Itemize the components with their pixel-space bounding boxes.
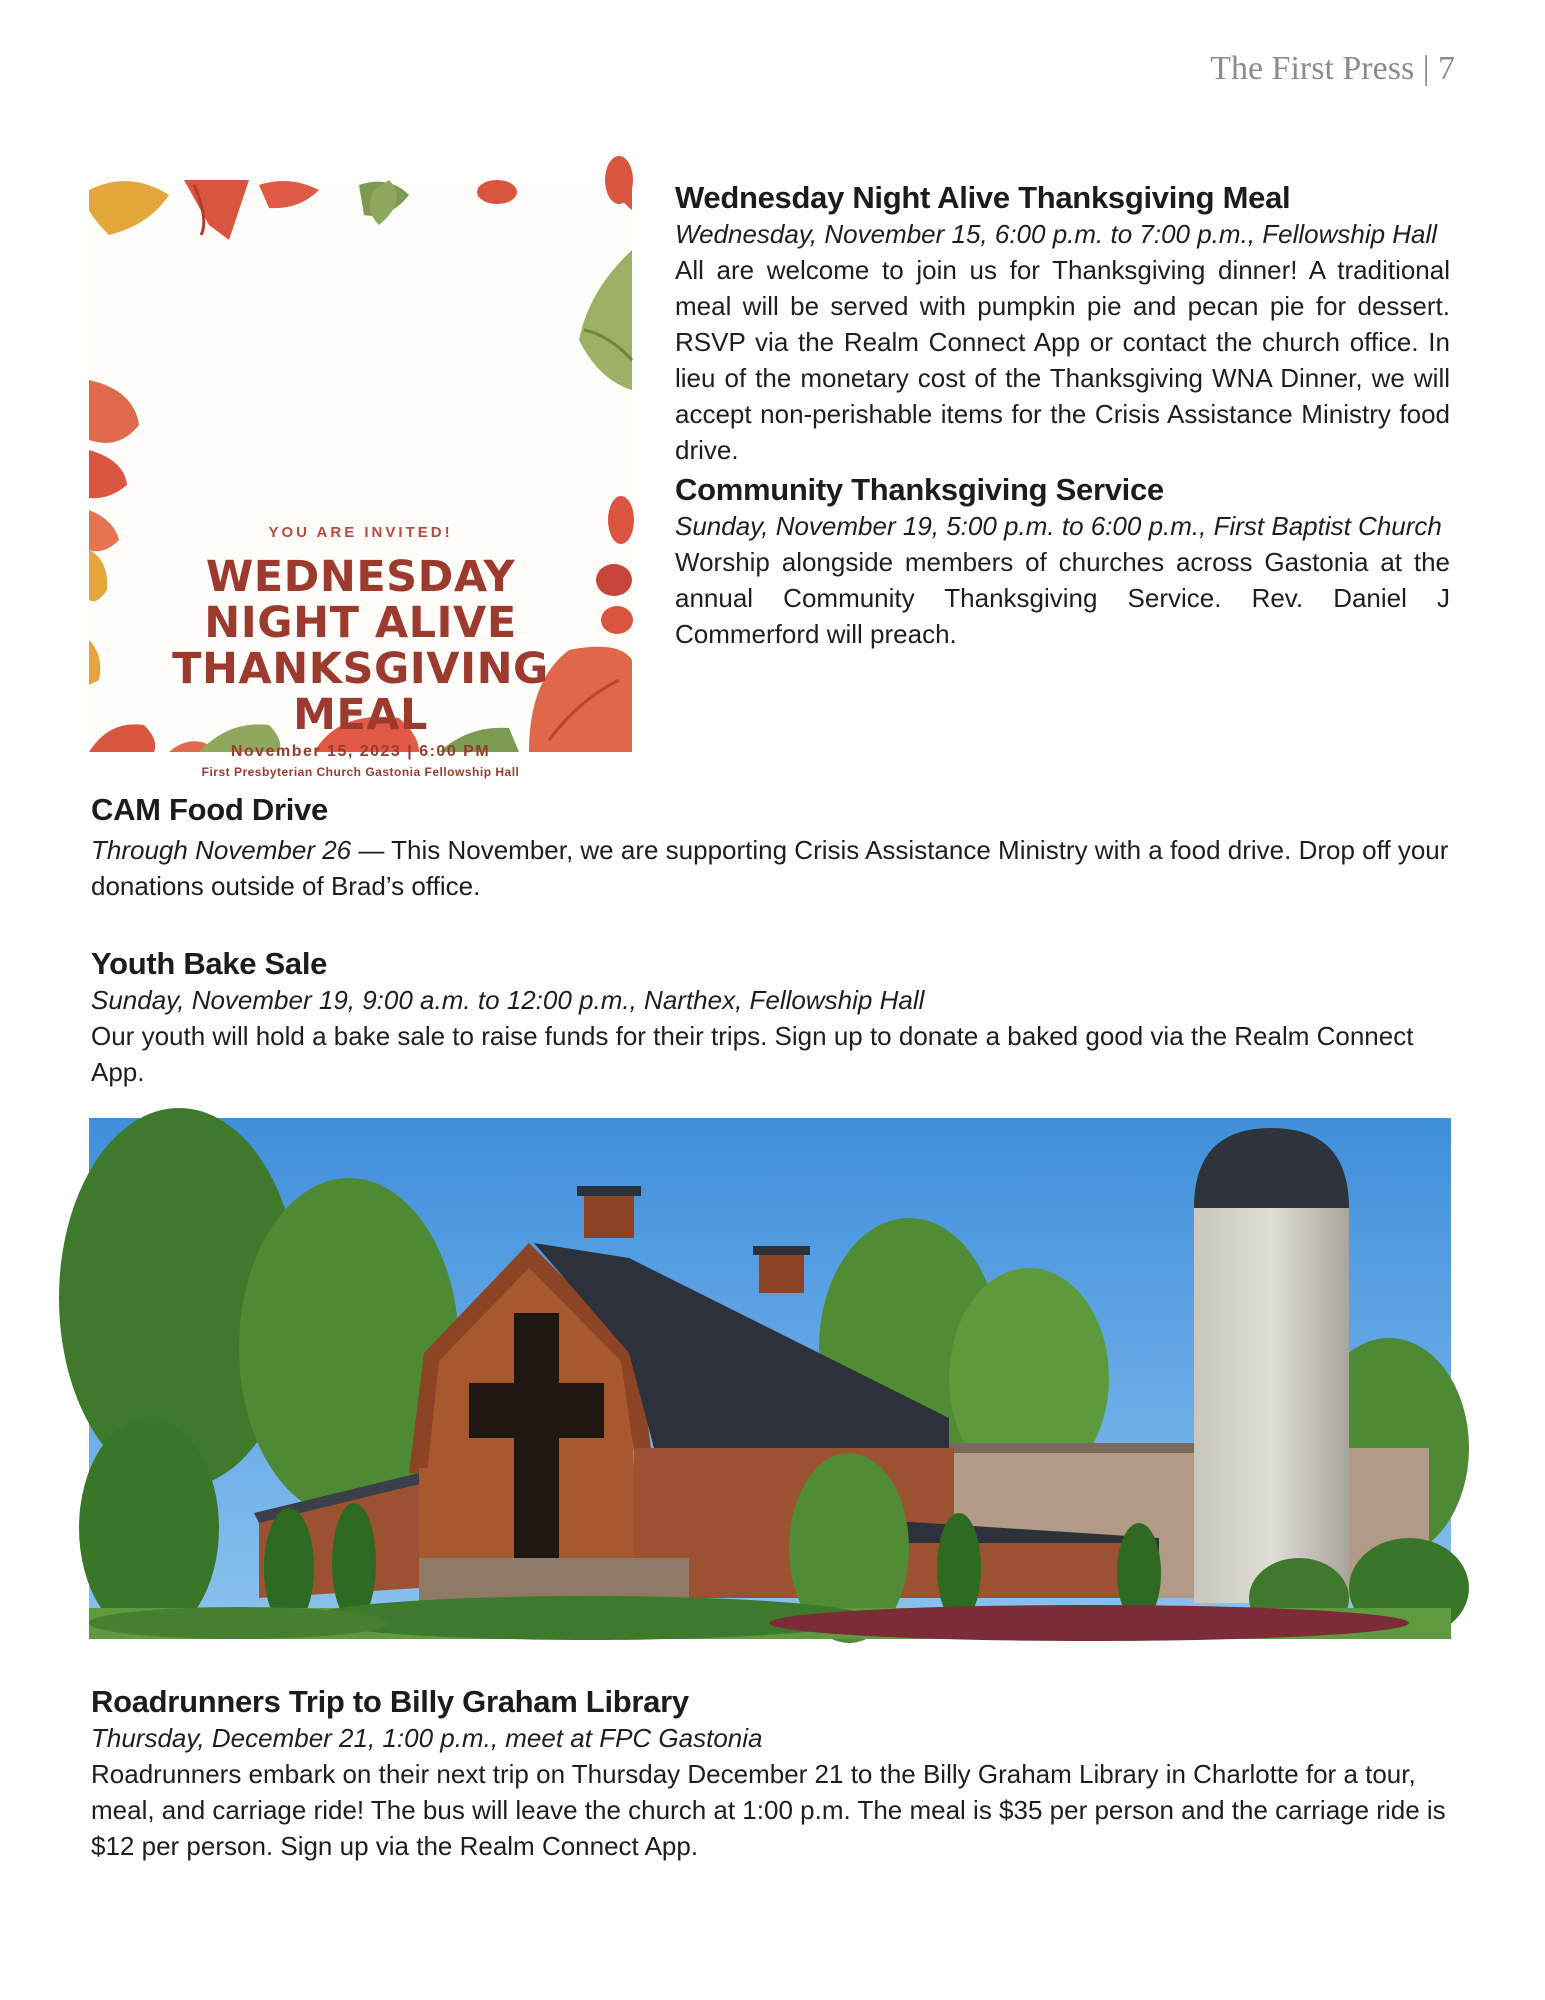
flyer-title-line: MEAL xyxy=(293,690,428,740)
event-body-paragraph xyxy=(91,832,1456,904)
event-when: Thursday, December 21, 1:00 p.m., meet at FPC Gastonia xyxy=(91,1723,763,1753)
event-youth-bake-sale xyxy=(91,946,1456,1090)
billy-graham-library-photo xyxy=(89,1118,1451,1639)
event-title: Wednesday Night Alive Thanksgiving Meal xyxy=(675,180,1291,215)
event-title: CAM Food Drive xyxy=(91,792,328,827)
event-body: Roadrunners embark on their next trip on Thursday December 21 to the Billy Graham Library in Charlotte for a tour, meal, and carriage ride! The bus will leave the church at 1:00 p.m. The meal is $35 per person and the carriage ride is $12 per person. Sign up via the Realm Connect App. xyxy=(91,1759,1446,1861)
event-body: All are welcome to join us for Thanksgiving dinner! A traditional meal will be served with pumpkin pie and pecan pie for dessert. RSVP via the Realm Connect App or contact the church office. In lieu of the monetary cost of the Thanksgiving WNA Dinner, we will accept non-perishable items for the Crisis Assistance Ministry food drive. xyxy=(675,255,1450,465)
flyer-place: First Presbyterian Church Gastonia Fellowship Hall xyxy=(201,765,520,779)
event-when: Through November 26 xyxy=(91,835,352,865)
event-body: Worship alongside members of churches across Gastonia at the annual Community Thanksgiving Service. Rev. Daniel J Commerford will preach. xyxy=(675,547,1450,649)
event-body: — This November, we are supporting Crisis Assistance Ministry with a food drive. Drop off your donations outside of Brad’s office. xyxy=(91,835,1449,901)
event-title: Community Thanksgiving Service xyxy=(675,472,1164,507)
event-when: Wednesday, November 15, 6:00 p.m. to 7:00 p.m., Fellowship Hall xyxy=(675,219,1438,249)
event-roadrunners-trip xyxy=(91,1684,1456,1864)
flyer-title-line: THANKSGIVING xyxy=(172,644,549,694)
flyer-invited-text: YOU ARE INVITED! xyxy=(268,524,453,541)
event-body: Our youth will hold a bake sale to raise funds for their trips. Sign up to donate a baked good via the Realm Connect App. xyxy=(91,1021,1414,1087)
flyer-title-line: NIGHT ALIVE xyxy=(204,598,517,648)
event-title: Youth Bake Sale xyxy=(91,946,328,981)
event-title: Roadrunners Trip to Billy Graham Library xyxy=(91,1684,689,1719)
flyer-date: November 15, 2023 | 6:00 PM xyxy=(230,743,491,760)
flyer-title xyxy=(89,554,632,738)
event-when: Sunday, November 19, 9:00 a.m. to 12:00 p.m., Narthex, Fellowship Hall xyxy=(91,985,925,1015)
event-wna-thanksgiving xyxy=(675,180,1450,468)
event-when: Sunday, November 19, 5:00 p.m. to 6:00 p.m., First Baptist Church xyxy=(675,511,1442,541)
page-header: The First Press | 7 xyxy=(1210,50,1455,87)
thanksgiving-flyer-image xyxy=(89,180,632,779)
event-cam-food-drive xyxy=(91,792,1456,904)
library-illustration xyxy=(89,1118,1451,1639)
flyer-title-line: WEDNESDAY xyxy=(205,552,516,602)
event-community-service xyxy=(675,472,1450,652)
